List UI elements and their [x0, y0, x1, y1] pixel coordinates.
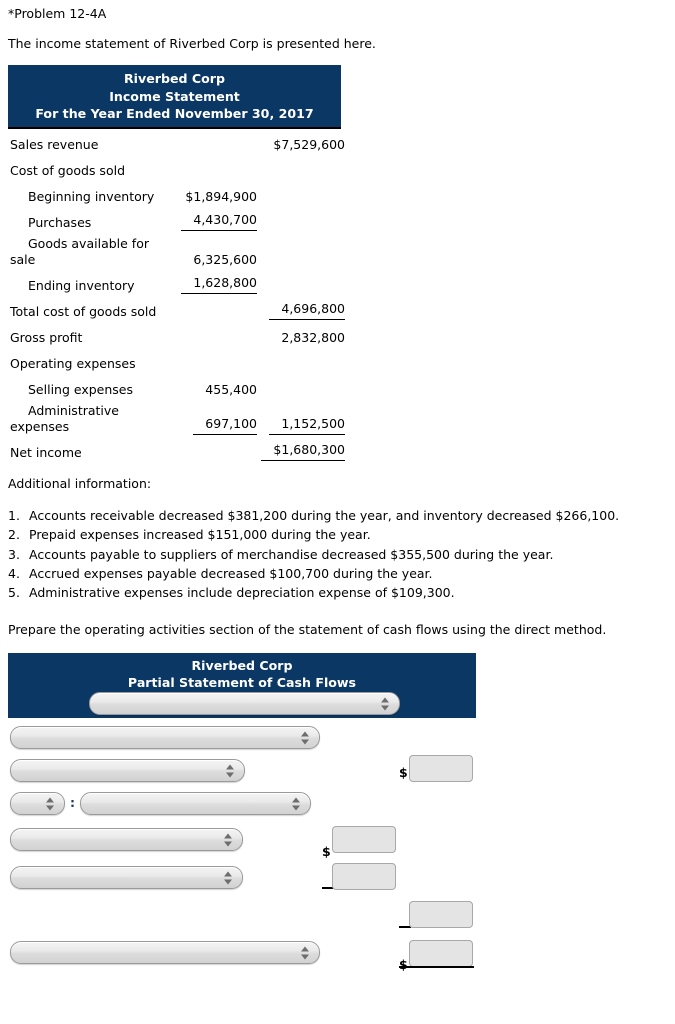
is-row-col1 — [171, 129, 259, 155]
additional-information-item — [8, 564, 668, 583]
income-statement-row — [8, 233, 347, 270]
is-row-label: Gross profit — [10, 329, 83, 345]
income-statement-row — [8, 207, 347, 233]
line-3-select[interactable] — [80, 792, 311, 815]
section-heading-select[interactable] — [89, 692, 400, 715]
additional-information-item — [8, 583, 668, 602]
line-6-select[interactable] — [10, 941, 320, 964]
spinner-arrows-icon — [301, 730, 310, 745]
income-statement-row — [8, 270, 347, 296]
instruction-text: Prepare the operating activities section of the statement of cash flows using the direct method. — [8, 622, 607, 637]
is-row-label: Beginning inventory — [28, 188, 155, 204]
additional-information-item — [8, 506, 668, 525]
item-text: Accrued expenses payable decreased $100,700 during the year. — [29, 565, 433, 581]
amount-subtotal[interactable] — [409, 901, 473, 928]
is-row-col2 — [259, 296, 347, 322]
is-row-col1 — [171, 270, 259, 296]
is-row-col2 — [259, 348, 347, 374]
is-row-label: Purchases — [28, 214, 92, 230]
item-number: 1. — [8, 508, 20, 523]
is-row-col1 — [171, 400, 259, 437]
income-statement-row — [8, 437, 347, 463]
is-row-col2 — [259, 270, 347, 296]
is-row-col1: 455,400 — [205, 381, 257, 397]
is-row-col2 — [259, 400, 347, 437]
is-row-col1 — [171, 322, 259, 348]
currency-symbol-line-2: $ — [399, 765, 408, 780]
additional-information-list — [8, 506, 668, 602]
cf-header-line-2: Partial Statement of Cash Flows — [127, 674, 357, 690]
is-row-col1 — [171, 155, 259, 181]
is-row-col1: $1,894,900 — [185, 188, 257, 204]
problem-intro-text: The income statement of Riverbed Corp is presented here. — [8, 36, 376, 51]
is-col1-value: 697,100 — [193, 416, 257, 435]
income-statement-row — [8, 348, 347, 374]
additional-information-heading: Additional information: — [8, 476, 152, 491]
is-row-label: Sales revenue — [10, 136, 99, 152]
item-number: 3. — [8, 546, 20, 562]
additional-information-item — [8, 525, 668, 544]
is-row-col2: 2,832,800 — [281, 329, 345, 345]
is-header-line-2: Income Statement — [109, 88, 240, 104]
spinner-arrows-icon — [301, 945, 310, 960]
is-row-col1 — [171, 348, 259, 374]
spinner-arrows-icon — [381, 696, 390, 711]
problem-title: *Problem 12-4A — [8, 6, 107, 21]
currency-symbol-total: $ — [399, 957, 408, 972]
is-row-col2: $7,529,600 — [273, 136, 345, 152]
income-statement-block — [8, 65, 345, 463]
item-text: Accounts payable to suppliers of merchandise decreased $355,500 during the year. — [29, 546, 554, 562]
is-header-line-3: For the Year Ended November 30, 2017 — [35, 106, 314, 121]
is-row-label: Operating expenses — [10, 355, 136, 371]
line-3-prefix-select[interactable] — [10, 792, 65, 815]
spinner-arrows-icon — [224, 870, 233, 885]
is-row-col2 — [259, 155, 347, 181]
line-3-separator: : — [70, 795, 75, 810]
item-number: 5. — [8, 585, 20, 601]
is-row-col1: 6,325,600 — [193, 251, 257, 267]
is-col1-value: 4,430,700 — [181, 212, 257, 231]
income-statement-row — [8, 400, 347, 437]
income-statement-table — [8, 129, 347, 463]
item-text: Prepaid expenses increased $151,000 during the year. — [29, 527, 371, 543]
line-1-select[interactable] — [10, 726, 320, 749]
additional-information-item — [8, 545, 668, 564]
cf-header-line-1: Riverbed Corp — [191, 658, 293, 673]
spinner-arrows-icon — [292, 796, 301, 811]
is-row-label: Cost of goods sold — [10, 162, 126, 178]
is-row-col2 — [259, 374, 347, 400]
is-col2-value: 4,696,800 — [269, 301, 345, 320]
spinner-arrows-icon — [224, 832, 233, 847]
amount-line-2[interactable] — [409, 755, 473, 782]
item-number: 4. — [8, 565, 20, 581]
amount-line-5[interactable] — [332, 863, 396, 890]
line-5-select[interactable] — [10, 866, 243, 889]
income-statement-row — [8, 129, 347, 155]
cash-flow-header-title — [8, 653, 476, 691]
income-statement-row — [8, 374, 347, 400]
is-row-col2 — [259, 181, 347, 207]
is-row-col1 — [171, 296, 259, 322]
income-statement-row — [8, 155, 347, 181]
total-rule — [399, 966, 474, 968]
is-col2-value: 1,152,500 — [269, 416, 345, 435]
is-row-label: Ending inventory — [28, 277, 135, 293]
line-4-select[interactable] — [10, 828, 243, 851]
income-statement-row — [8, 296, 347, 322]
item-text: Administrative expenses include depreciation expense of $109,300. — [29, 585, 455, 601]
amount-total[interactable] — [409, 940, 473, 967]
line-2-select[interactable] — [10, 759, 245, 782]
is-row-label: Net income — [10, 444, 82, 460]
income-statement-row — [8, 322, 347, 348]
is-row-col2 — [259, 207, 347, 233]
is-row-label: Goods available for sale — [10, 235, 149, 267]
amount-line-4[interactable] — [332, 826, 396, 853]
spinner-arrows-icon — [46, 796, 55, 811]
income-statement-row — [8, 181, 347, 207]
is-row-col2 — [259, 233, 347, 270]
item-text: Accounts receivable decreased $381,200 during the year, and inventory decreased $266,100. — [29, 508, 620, 523]
is-row-label: Selling expenses — [28, 381, 134, 397]
is-row-label: Administrative expenses — [10, 402, 119, 434]
is-col2-value: $1,680,300 — [261, 442, 345, 461]
is-row-col2 — [259, 437, 347, 463]
item-number: 2. — [8, 527, 20, 543]
currency-symbol-line-4: $ — [322, 844, 331, 859]
is-col1-value: 1,628,800 — [181, 275, 257, 294]
is-row-label: Total cost of goods sold — [10, 303, 157, 319]
spinner-arrows-icon — [226, 763, 235, 778]
is-row-col1 — [171, 207, 259, 233]
is-row-col1 — [171, 437, 259, 463]
is-header-line-1: Riverbed Corp — [123, 71, 226, 86]
income-statement-header — [8, 65, 341, 129]
